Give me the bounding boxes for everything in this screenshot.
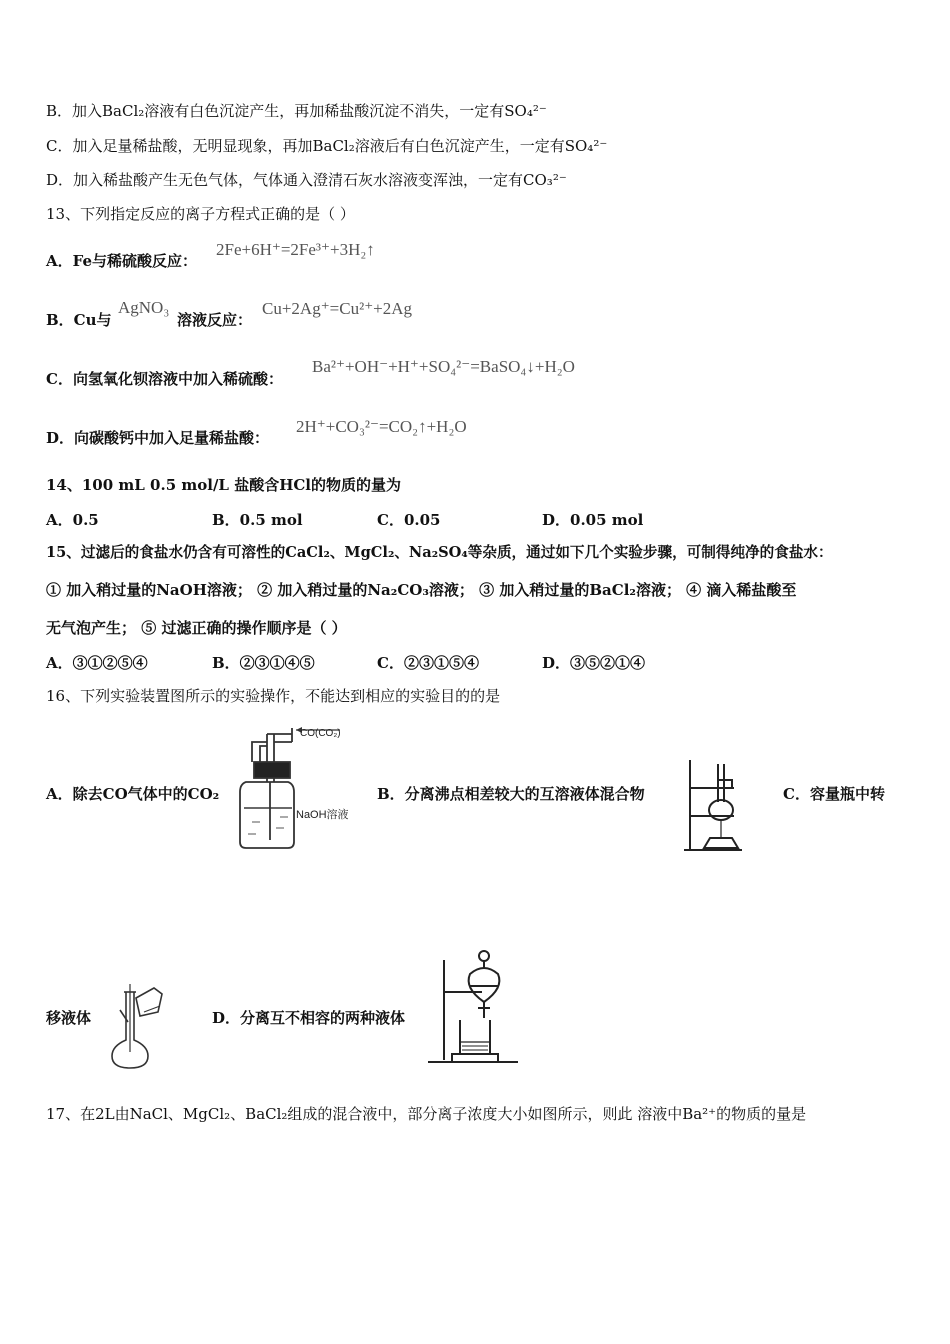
q17-stem: 17、在2L由NaCl、MgCl₂、BaCl₂组成的混合液中，部分离子浓度大小如图所示，则此 溶液中Ba²⁺的物质的量是 <box>46 1105 807 1123</box>
q16-stem: 16、下列实验装置图所示的实验操作，不能达到相应的实验目的的是 <box>46 687 501 705</box>
q15-option-c: C．②③①⑤④ <box>377 654 479 672</box>
q13-option-a-equation: 2Fe+6H⁺=2Fe³⁺+3H₂↑ <box>216 240 375 259</box>
distillation-apparatus-figure <box>672 758 772 854</box>
q13-option-d-equation: 2H⁺+CO₃²⁻=CO₂↑+H₂O <box>296 417 467 436</box>
volumetric-flask-transfer-figure <box>104 982 168 1072</box>
q15-stem-line1: 15、过滤后的食盐水仍含有可溶性的CaCl₂、MgCl₂、Na₂SO₄等杂质，通过如下几个实验步骤，可制得纯净的食盐水： <box>46 544 833 561</box>
q13-option-c-label: C．向氢氧化钡溶液中加入稀硫酸： <box>46 370 283 388</box>
figure-a-gas-label: CO(CO₂) <box>300 728 341 739</box>
q16-option-b: B．分离沸点相差较大的互溶液体混合物 <box>377 785 645 803</box>
q15-option-a: A．③①②⑤④ <box>46 654 148 672</box>
q15-option-b: B．②③①④⑤ <box>212 654 315 672</box>
q14-option-c: C．0.05 <box>377 511 441 529</box>
q12-option-d: D．加入稀盐酸产生无色气体，气体通入澄清石灰水溶液变浑浊，一定有CO₃²⁻ <box>46 171 567 189</box>
separatory-funnel-figure <box>422 946 522 1068</box>
q14-option-d: D．0.05 mol <box>542 511 644 529</box>
q13-stem: 13、下列指定反应的离子方程式正确的是（ ） <box>46 205 355 223</box>
q13-option-b-label: B．Cu与 <box>46 311 112 329</box>
q16-option-c-line2: 移液体 <box>46 1009 92 1027</box>
q13-option-d-label: D．向碳酸钙中加入足量稀盐酸： <box>46 429 270 447</box>
q14-option-a: A．0.5 <box>46 511 99 529</box>
q16-option-d: D．分离互不相容的两种液体 <box>212 1009 406 1027</box>
q15-stem-line2: ① 加入稍过量的NaOH溶液； ② 加入稍过量的Na₂CO₃溶液； ③ 加入稍过量的BaCl₂溶液； ④ 滴入稀盐酸至 <box>46 581 797 599</box>
q16-option-a: A．除去CO气体中的CO₂ <box>46 785 220 803</box>
q13-option-b-reagent: AgNO₃ <box>118 298 170 317</box>
q13-option-b-equation: Cu+2Ag⁺=Cu²⁺+2Ag <box>262 299 413 318</box>
q14-option-b: B．0.5 mol <box>212 511 303 529</box>
q14-stem: 14、100 mL 0.5 mol/L 盐酸含HCl的物质的量为 <box>46 476 401 494</box>
q16-option-c-line1: C．容量瓶中转 <box>783 785 885 803</box>
q13-option-c-equation: Ba²⁺+OH⁻+H⁺+SO₄²⁻=BaSO₄↓+H₂O <box>312 357 575 376</box>
q12-option-c: C．加入足量稀盐酸，无明显现象，再加BaCl₂溶液后有白色沉淀产生，一定有SO₄²⁻ <box>46 137 608 155</box>
gas-washing-bottle-figure <box>232 722 362 852</box>
figure-a-solution-label: NaOH溶液 <box>296 809 349 821</box>
q13-option-a-label: A．Fe与稀硫酸反应： <box>46 252 198 270</box>
q12-option-b: B．加入BaCl₂溶液有白色沉淀产生，再加稀盐酸沉淀不消失，一定有SO₄²⁻ <box>46 102 547 120</box>
q15-stem-line3: 无气泡产生； ⑤ 过滤正确的操作顺序是（ ） <box>46 619 347 637</box>
q15-option-d: D．③⑤②①④ <box>542 654 646 672</box>
q13-option-b-label-tail: 溶液反应： <box>177 311 253 329</box>
